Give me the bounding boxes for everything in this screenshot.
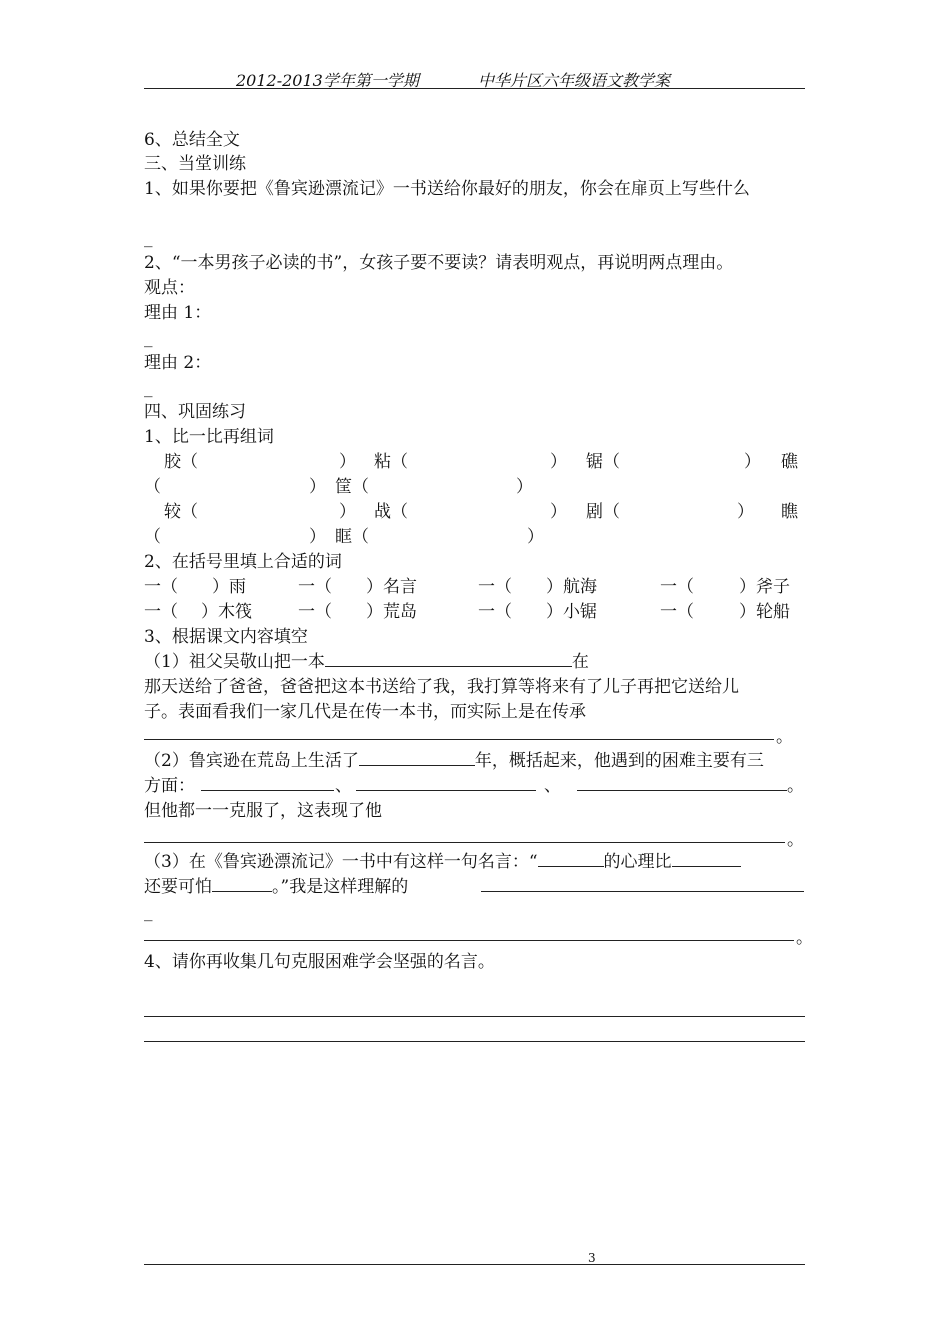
answer-dash: _ [144, 328, 153, 348]
q2-text-b: 年，概括起来，他遇到的困难主要有三 [474, 751, 764, 771]
fill-suffix: ）雨 [212, 577, 246, 597]
q1-text-a: （1）祖父吴敬山把一本 [144, 652, 325, 672]
answer-blank[interactable] [201, 774, 334, 791]
fill-prefix: 一（ [478, 602, 512, 622]
compare-cell: 粘（ [374, 452, 408, 472]
compare-cell: （ [144, 527, 161, 547]
compare-cell: 筐（ [335, 477, 369, 497]
answer-line[interactable] [144, 1041, 805, 1042]
fill-suffix: ）木筏 [201, 602, 252, 622]
compare-cell: 剧（ [586, 502, 620, 522]
fill-suffix: ）轮船 [739, 602, 790, 622]
answer-blank[interactable] [577, 774, 787, 791]
q3-text-c: 还要可怕 [144, 877, 212, 897]
compare-cell: 战（ [374, 502, 408, 522]
answer-line[interactable] [144, 739, 774, 740]
answer-line[interactable] [144, 842, 785, 843]
label-reason-1: 理由 1： [144, 303, 212, 323]
compare-cell: ） [744, 452, 761, 472]
answer-dash: _ [144, 902, 153, 922]
exercise-2-title: 2、在括号里填上合适的词 [144, 552, 342, 572]
section-summary: 6、总结全文 [144, 130, 240, 150]
question-2: 2、“一本男孩子必读的书”，女孩子要不要读？请表明观点，再说明两点理由。 [144, 253, 734, 273]
q2-text-c: 方面： [144, 776, 195, 796]
fill-suffix: ）名言 [366, 577, 417, 597]
answer-dash: _ [144, 228, 153, 248]
fill-prefix: 一（ [144, 602, 178, 622]
header-term: 2012-2013学年第一学期 [236, 71, 419, 90]
compare-cell: 礁 [781, 452, 798, 472]
q3-text-d: 。”我是这样理解的 [272, 877, 409, 897]
answer-line[interactable] [144, 940, 794, 941]
answer-line[interactable] [144, 1016, 805, 1017]
period: 。 [796, 928, 813, 948]
separator: 、 [335, 776, 352, 796]
label-reason-2: 理由 2： [144, 353, 212, 373]
section-class-training: 三、当堂训练 [144, 154, 246, 174]
compare-cell: 瞧 [781, 502, 798, 522]
compare-cell: 眶（ [335, 527, 369, 547]
compare-cell: ） [550, 502, 567, 522]
answer-blank[interactable] [325, 650, 572, 667]
compare-cell: 较（ [164, 502, 198, 522]
q3-text-b: 的心理比 [603, 852, 672, 872]
answer-blank[interactable] [356, 774, 536, 791]
compare-cell: 锯（ [586, 452, 620, 472]
separator: 、 [544, 776, 561, 796]
q1-text-b: 在 [571, 652, 589, 672]
q3-line-2 [144, 875, 408, 899]
fill-prefix: 一（ [660, 602, 694, 622]
compare-cell: ） [550, 452, 567, 472]
compare-cell: ） [516, 477, 533, 497]
q3-text-a: （3）在《鲁宾逊漂流记》一书中有这样一句名言：“ [144, 852, 538, 872]
page-number: 3 [588, 1251, 596, 1265]
answer-line[interactable] [481, 891, 804, 892]
compare-cell: ） [527, 527, 544, 547]
label-viewpoint: 观点： [144, 278, 195, 298]
fill-prefix: 一（ [298, 602, 332, 622]
exercise-3-title: 3、根据课文内容填空 [144, 627, 308, 647]
fill-suffix: ）小锯 [546, 602, 597, 622]
footer-rule [144, 1264, 805, 1265]
compare-cell: ） [309, 477, 326, 497]
period: 。 [776, 727, 793, 747]
answer-blank[interactable] [359, 749, 475, 766]
q2-text-a: （2）鲁宾逊在荒岛上生活了 [144, 751, 359, 771]
compare-cell: ） [339, 452, 356, 472]
exercise-1-title: 1、比一比再组词 [144, 427, 274, 447]
fill-question-2 [144, 749, 764, 773]
fill-prefix: 一（ [478, 577, 512, 597]
compare-cell: ） [309, 527, 326, 547]
header-title: 中华片区六年级语文教学案 [478, 71, 671, 90]
fill-prefix: 一（ [660, 577, 694, 597]
fill-question-1 [144, 650, 589, 674]
fill-suffix: ）航海 [546, 577, 597, 597]
fill-suffix: ）斧子 [739, 577, 790, 597]
fill-prefix: 一（ [144, 577, 178, 597]
fill-question-3 [144, 850, 741, 874]
compare-cell: （ [144, 477, 161, 497]
header-rule [144, 88, 805, 89]
q2-line-3: 但他都一一克服了，这表现了他 [144, 801, 382, 821]
compare-cell: ） [339, 502, 356, 522]
answer-blank[interactable] [212, 875, 272, 892]
q1-line-3: 子。表面看我们一家几代是在传一本书，而实际上是在传承 [144, 702, 586, 722]
period: 。 [787, 776, 804, 796]
answer-blank[interactable] [538, 850, 604, 867]
exercise-4-title: 4、请你再收集几句克服困难学会坚强的名言。 [144, 952, 495, 972]
section-consolidation: 四、巩固练习 [144, 402, 246, 422]
fill-suffix: ）荒岛 [366, 602, 417, 622]
answer-blank[interactable] [672, 850, 741, 867]
q1-line-2: 那天送给了爸爸，爸爸把这本书送给了我，我打算等将来有了儿子再把它送给儿 [144, 677, 739, 697]
question-1: 1、如果你要把《鲁宾逊漂流记》一书送给你最好的朋友，你会在扉页上写些什么 [144, 179, 750, 199]
compare-cell: 胶（ [164, 452, 198, 472]
fill-prefix: 一（ [298, 577, 332, 597]
answer-dash: _ [144, 378, 153, 398]
compare-cell: ） [737, 502, 754, 522]
period: 。 [787, 830, 804, 850]
